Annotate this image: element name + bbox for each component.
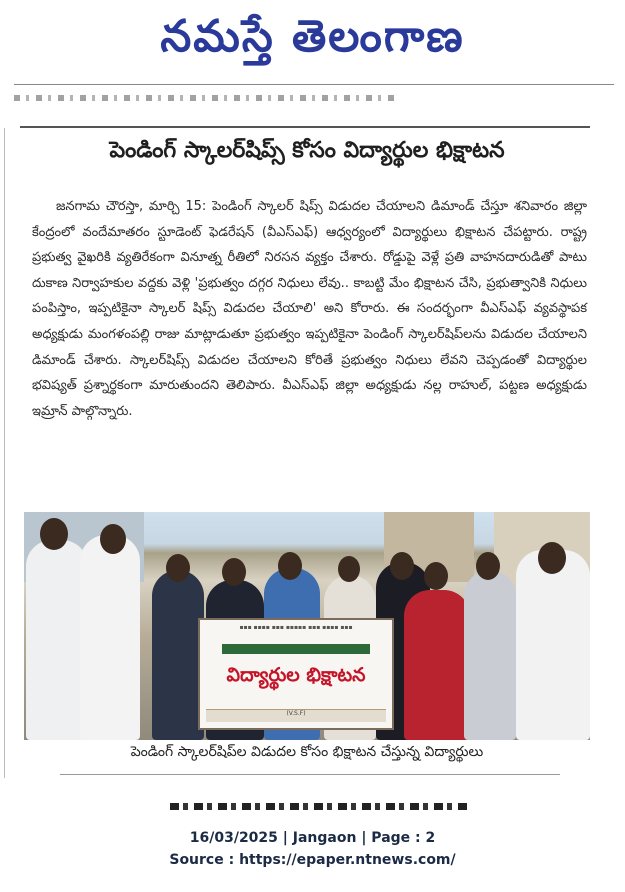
- previous-article-fragment: [14, 92, 614, 104]
- protester: [26, 540, 88, 740]
- protester-head: [338, 556, 360, 582]
- caption-rule: [60, 774, 560, 775]
- protester-head: [166, 554, 190, 582]
- protester: [404, 590, 470, 740]
- photo-caption: పెండింగ్ స్కాలర్‌షిప్‌ల విడుదల కోసం భిక్షాటన చేస్తున్న విద్యార్థులు: [130, 744, 484, 760]
- newspaper-masthead: నమస్తే తెలంగాణ: [160, 11, 465, 62]
- masthead-rule: [14, 84, 614, 85]
- protester: [80, 535, 140, 740]
- banner-title: విద్యార్థుల భిక్షాటన: [226, 664, 366, 686]
- protester-head: [40, 518, 68, 550]
- protester-head: [538, 542, 566, 574]
- clipping-meta: 16/03/2025 | Jangaon | Page : 2: [189, 830, 436, 846]
- clipping-top-rule: [20, 126, 590, 128]
- protester: [464, 570, 516, 740]
- clipping-source: Source : https://epaper.ntnews.com/: [169, 852, 456, 868]
- next-article-fragment: [170, 796, 470, 810]
- article-headline: పెండింగ్ స్కాలర్‌షిప్స్ కోసం విద్యార్థుల భిక్షాటన: [109, 138, 505, 163]
- protester-head: [222, 558, 246, 586]
- protest-photo: [24, 512, 590, 740]
- banner-small-text: ▪▪▪ ▪▪▪▪ ▪▪▪ ▪▪▪▪▪ ▪▪▪ ▪▪▪▪ ▪▪▪: [239, 624, 353, 631]
- banner-green-strip: [222, 644, 370, 654]
- protest-banner: [198, 618, 394, 730]
- article-body: జనగామ చౌరస్తా, మార్చి 15: పెండింగ్ స్కాలర్ షిప్స్ విడుదల చేయాలని డిమాండ్ చేస్తూ శనివారం జిల్లా కేంద్రంలో వందేమాతరం స్టూడెంట్ ఫెడరేషన్ (వీఎస్ఎఫ్) ఆధ్వర్యంలో విద్యార్థులు భిక్షాటన చేపట్టారు. రాష్ట్ర ప్రభుత్వ వైఖరికి వ్యతిరేకంగా వినూత్న రీతిలో నిరసన వ్యక్తం చేశారు. రోడ్డుపై వెళ్లే ప్రతి వాహనదారుడితో పాటు దుకాణ నిర్వాహకుల వద్దకు వెళ్లి 'ప్రభుత్వం దగ్గర నిధులు లేవు.. కాబట్టి మేం భిక్షాటన చేసి, ప్రభుత్వానికి నిధులు పంపిస్తాం, ఇప్పటికైనా స్కాలర్ షిప్స్ విడుదల చేయాలి' అని కోరారు. ఈ సందర్భంగా వీఎస్ఎఫ్ వ్యవస్థాపక అధ్యక్షుడు మంగళంపల్లి రాజు మాట్లాడుతూ ప్రభుత్వం ఇప్పటికైనా పెండింగ్ స్కాలర్‌షిప్‌లను విడుదల చేయాలని డిమాండ్ చేశారు. స్కాలర్‌షిప్స్ విడుదల చేయాలని కోరితే ప్రభుత్వం నిధులు లేవని చెప్పడంతో విద్యార్థుల భవిష్యత్ ప్రశ్నార్థకంగా మారుతుందని తెలిపారు. వీఎస్ఎఫ్ జిల్లా అధ్యక్షుడు నల్ల రాహుల్, పట్టణ అధ్యక్షుడు ఇమ్రాన్ పాల్గొన్నారు.: [32, 199, 587, 419]
- banner-org: (V.S.F): [286, 710, 306, 717]
- protester-head: [390, 552, 414, 580]
- protester: [516, 550, 590, 740]
- protester-head: [278, 552, 302, 580]
- banner-footer: [206, 709, 386, 722]
- protester-head: [476, 552, 500, 580]
- protester-head: [424, 562, 448, 590]
- protester: [152, 570, 204, 740]
- protester-head: [100, 524, 126, 554]
- page-edge-rule: [4, 128, 5, 778]
